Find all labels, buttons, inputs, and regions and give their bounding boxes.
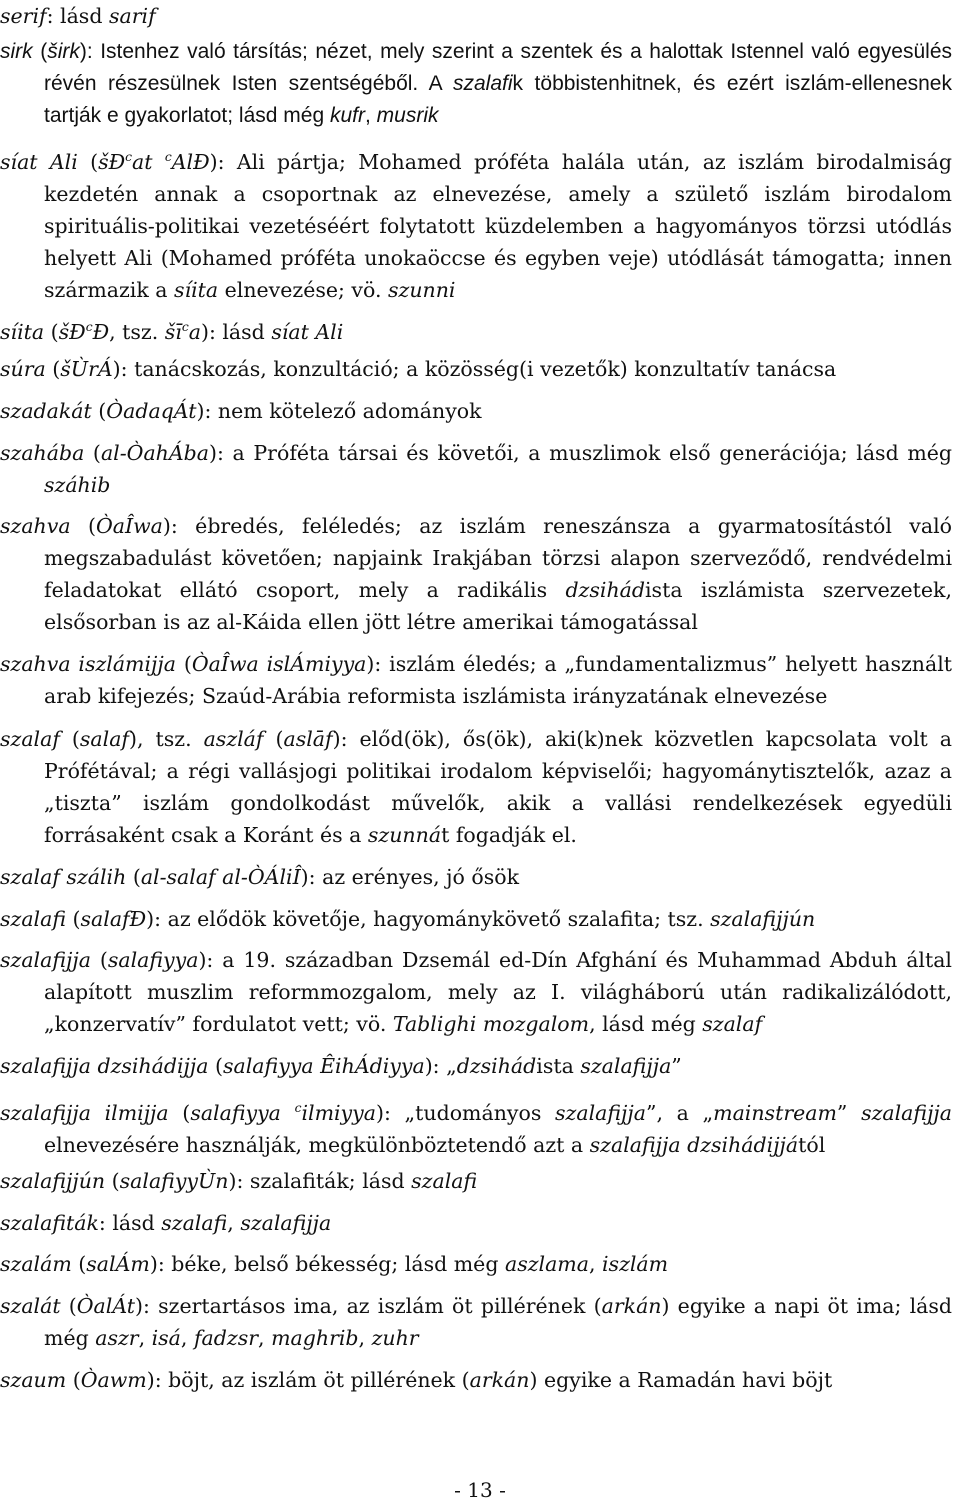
definition-text: ): béke, belső békesség; lásd még — [149, 1252, 505, 1276]
definition-text: ): szertartásos ima, az iszlám öt pillérének ( — [135, 1294, 602, 1318]
definition-text: ( — [168, 1100, 191, 1125]
italic-term: salaf — [79, 727, 130, 751]
definition-text: ): iszlám éledés; a „fundamentalizmus” helyett használt arab kifejezés; Szaúd-Arábia reformista iszlámista irányzatának elnevezése — [44, 652, 952, 708]
glossary-entry — [0, 1165, 952, 1197]
definition-text: , — [258, 1326, 272, 1350]
superscript-mark: c — [294, 1101, 302, 1115]
definition-text: ”, a „ — [645, 1100, 714, 1125]
italic-term: sirk — [0, 40, 33, 63]
glossary-entry — [0, 1050, 952, 1082]
definition-text: ” — [671, 1054, 682, 1078]
italic-term: szalafijja — [240, 1211, 332, 1235]
definition-text: , — [358, 1326, 372, 1350]
italic-term: širk — [47, 40, 80, 63]
italic-term: Òawm — [80, 1368, 147, 1392]
italic-term: szahva iszlámijja — [0, 652, 176, 676]
definition-text: ): a 19. században Dzsemál ed-Dín Afghání és Muhammad Abduh által alapított muszlim reformmozgalom, mely az I. világháború után radikalizálódott, „konzervatív” fordulatot vett; vö. — [44, 948, 952, 1036]
glossary-entry — [0, 1248, 952, 1280]
italic-term: szalaf — [702, 1012, 763, 1036]
italic-term: szalaf szálih — [0, 865, 127, 889]
italic-term: Đ — [92, 319, 110, 344]
italic-term: maghrib — [271, 1326, 359, 1350]
glossary-entry — [0, 944, 952, 1040]
italic-term: AlĐ — [171, 149, 210, 174]
definition-text: ( — [126, 865, 141, 889]
definition-text: , — [588, 1252, 602, 1276]
italic-term: súra — [0, 357, 46, 381]
italic-term: síita — [174, 277, 219, 302]
definition-text: ista — [536, 1054, 581, 1078]
italic-term: salafiyya — [107, 948, 199, 972]
italic-term: szalát — [0, 1294, 61, 1318]
definition-text: ): „tudományos — [375, 1100, 556, 1125]
definition-text: ): böjt, az iszlám öt pillérének ( — [146, 1368, 470, 1392]
superscript-mark: c — [181, 320, 189, 334]
definition-text: ): „ — [424, 1054, 457, 1078]
italic-term: aszlama — [504, 1252, 589, 1276]
definition-text: ( — [77, 149, 99, 174]
italic-term: dzsihád — [456, 1054, 537, 1078]
italic-term: dzsihád — [565, 578, 645, 602]
italic-term: szadakát — [0, 399, 92, 423]
superscript-mark: c — [85, 320, 93, 334]
definition-text: ( — [263, 727, 284, 751]
italic-term: šĐ — [58, 319, 86, 344]
italic-term: szalafiták — [0, 1211, 99, 1235]
glossary-entry — [0, 311, 952, 348]
definition-text: ): a Próféta társai és követői, a muszlimok első generációja; lásd még — [209, 441, 953, 465]
italic-term: szalafi — [0, 907, 66, 931]
definition-text: ): tanácskozás, konzultáció; a közösség(i vezetők) konzultatív tanácsa — [112, 357, 837, 381]
italic-term: Tablighi mozgalom — [392, 1012, 590, 1036]
definition-text: ), tsz. — [129, 727, 204, 751]
italic-term: sarif — [108, 4, 156, 28]
definition-text: : lásd — [98, 1211, 162, 1235]
italic-term: ilmiyya — [301, 1100, 376, 1125]
italic-term: szahva — [0, 514, 71, 538]
italic-term: salafiyyÙn — [119, 1169, 229, 1193]
italic-term: szalafijja — [555, 1100, 646, 1125]
italic-term: a — [188, 319, 201, 344]
definition-text: ( — [59, 727, 80, 751]
italic-term: at — [132, 149, 165, 174]
italic-term: isá — [151, 1326, 181, 1350]
italic-term: szalafijjún — [0, 1169, 106, 1193]
italic-term: szunná — [367, 823, 442, 847]
italic-term: szalafijja — [861, 1100, 953, 1125]
italic-term: szalafijja dzsihádijja — [0, 1054, 209, 1078]
definition-text: ” — [836, 1100, 862, 1125]
definition-text: ): szalafiták; lásd — [228, 1169, 412, 1193]
glossary-entry — [0, 1290, 952, 1354]
definition-text: ( — [66, 1368, 81, 1392]
italic-term: al-ÒahÁba — [100, 441, 210, 465]
italic-term: szalafijja — [580, 1054, 672, 1078]
definition-text: ista iszlámista szervezetek, elsősorban is az al-Káida ellen jött létre amerikai támogatással — [44, 578, 952, 634]
glossary-entry — [0, 1207, 952, 1239]
glossary-entry — [0, 648, 952, 712]
italic-term: salafĐ — [80, 907, 147, 931]
italic-term: szahába — [0, 441, 85, 465]
definition-text: ): Istenhez való társítás; nézet, mely szerint a szentek és a halottak Istennel való egyesülés révén részesülnek Isten szentségéből. A — [44, 40, 952, 95]
glossary-entry — [0, 353, 952, 385]
italic-term: zuhr — [371, 1326, 419, 1350]
definition-text: ( — [60, 1294, 77, 1318]
definition-text: ( — [208, 1054, 223, 1078]
italic-term: szalafijja dzsihádijjá — [589, 1132, 799, 1157]
italic-term: salafiyya — [190, 1100, 295, 1125]
glossary-entry — [0, 141, 952, 306]
italic-term: arkán — [469, 1368, 530, 1392]
definition-text: ( — [90, 948, 108, 972]
italic-term: mainstream — [713, 1100, 837, 1125]
italic-term: szalaf — [0, 727, 60, 751]
italic-term: kufr — [329, 104, 365, 127]
definition-text: ( — [175, 652, 192, 676]
definition-text: ): az erényes, jó ősök — [300, 865, 520, 889]
italic-term: síat Ali — [271, 319, 344, 344]
definition-text: elnevezésére használják, megkülönböztetendő azt a — [44, 1132, 590, 1157]
italic-term: aszr — [95, 1326, 139, 1350]
definition-text: ) egyike a Ramadán havi böjt — [529, 1368, 833, 1392]
glossary-entry — [0, 36, 952, 132]
definition-text: tól — [798, 1132, 826, 1157]
italic-term: iszlám — [602, 1252, 669, 1276]
definition-text: ( — [91, 399, 107, 423]
definition-text: , tsz. — [109, 319, 165, 344]
italic-term: aszláf — [203, 727, 264, 751]
glossary-entry — [0, 0, 952, 32]
italic-term: ÒadaqÁt — [106, 399, 197, 423]
italic-term: szalafi — [161, 1211, 228, 1235]
italic-term: salafiyya ÊihÁdiyya — [223, 1054, 425, 1078]
glossary-entry — [0, 1364, 952, 1396]
italic-term: serif — [0, 4, 47, 28]
definition-text: , — [180, 1326, 194, 1350]
definition-text: ( — [70, 514, 96, 538]
definition-text: ( — [105, 1169, 120, 1193]
definition-text: ( — [84, 441, 101, 465]
italic-term: ÒalÁt — [76, 1294, 136, 1318]
superscript-mark: c — [125, 150, 133, 164]
italic-term: salÁm — [86, 1252, 150, 1276]
definition-text: , — [138, 1326, 152, 1350]
definition-text: elnevezése; vö. — [218, 277, 388, 302]
italic-term: síat Ali — [0, 149, 78, 174]
definition-text: ): Ali pártja; Mohamed próféta halála után, az iszlám birodalmiság kezdetén annak a csoportnak az elnevezése, amely a születő iszlám birodalom spirituális-politikai vezetéséért folytatott küzdelemben a hagyományos törzsi utódlás helyett Ali (Mohamed próféta unokaöccse és egyben veje) utódlását támogatta; innen származik a — [44, 149, 952, 302]
glossary-entry — [0, 395, 952, 427]
italic-term: aslāf — [283, 727, 333, 751]
definition-text: ): ébredés, feléledés; az iszlám reneszánsza a gyarmatosítástól való megszabadulást követően; napjaink Irakjában törzsi alapon szerveződő, rendvédelmi feladatokat ellátó csoport, mely a radikális — [44, 514, 953, 602]
definition-text: t fogadják el. — [441, 823, 577, 847]
definition-text: : lásd — [46, 4, 109, 28]
glossary-entry — [0, 861, 952, 893]
italic-term: szunni — [388, 277, 456, 302]
definition-text: ( — [66, 907, 81, 931]
italic-term: szalafi — [453, 72, 513, 95]
definition-text: ( — [44, 319, 59, 344]
superscript-mark: c — [164, 150, 172, 164]
italic-term: al-salaf al-ÒÁliÎ — [140, 865, 301, 889]
italic-term: šĐ — [98, 149, 126, 174]
definition-text: ( — [45, 357, 61, 381]
definition-text: k többistenhitnek, és ezért iszlám-ellenesnek tartják e gyakorlatot; lásd még — [44, 72, 952, 127]
page-number: - 13 - — [454, 1478, 506, 1502]
definition-text: ( — [32, 40, 48, 63]
italic-term: száhib — [44, 473, 111, 497]
italic-term: síita — [0, 319, 45, 344]
definition-text: , lásd még — [589, 1012, 703, 1036]
italic-term: szaum — [0, 1368, 67, 1392]
definition-text: ): előd(ök), ős(ök), aki(k)nek közvetlen kapcsolata volt a Prófétával; a régi vallásjogi politikai irodalom képviselői; hagyománytisztelők, azaz a „tiszta” iszlám gondolkodást művelők, akik a vallási rendelkezések egyedüli forrásaként csak a Koránt és a — [44, 727, 953, 847]
italic-term: šī — [164, 319, 182, 344]
definition-text: ): nem kötelező adományok — [196, 399, 482, 423]
definition-text: ): lásd — [200, 319, 272, 344]
italic-term: szalám — [0, 1252, 72, 1276]
definition-text: , — [365, 104, 377, 127]
definition-text: , — [227, 1211, 241, 1235]
italic-term: arkán — [601, 1294, 662, 1318]
italic-term: szalafijja ilmijja — [0, 1100, 169, 1125]
glossary-entry — [0, 437, 952, 501]
italic-term: szalafijjún — [710, 907, 816, 931]
italic-term: szalafi — [411, 1169, 478, 1193]
italic-term: ÒaÎwa — [95, 514, 163, 538]
definition-text: ( — [71, 1252, 87, 1276]
italic-term: fadzsr — [193, 1326, 259, 1350]
definition-text: ) egyike a napi öt ima; lásd még — [44, 1294, 952, 1350]
italic-term: musrik — [376, 104, 439, 127]
italic-term: šÙrÁ — [60, 357, 113, 381]
italic-term: szalafijja — [0, 948, 91, 972]
glossary-entry — [0, 723, 952, 851]
definition-text: ): az elődök követője, hagyománykövető szalafita; tsz. — [146, 907, 711, 931]
glossary-entry — [0, 510, 952, 638]
glossary-entry — [0, 1092, 952, 1161]
glossary-entry — [0, 903, 952, 935]
italic-term: ÒaÎwa islÁmiyya — [191, 652, 367, 676]
